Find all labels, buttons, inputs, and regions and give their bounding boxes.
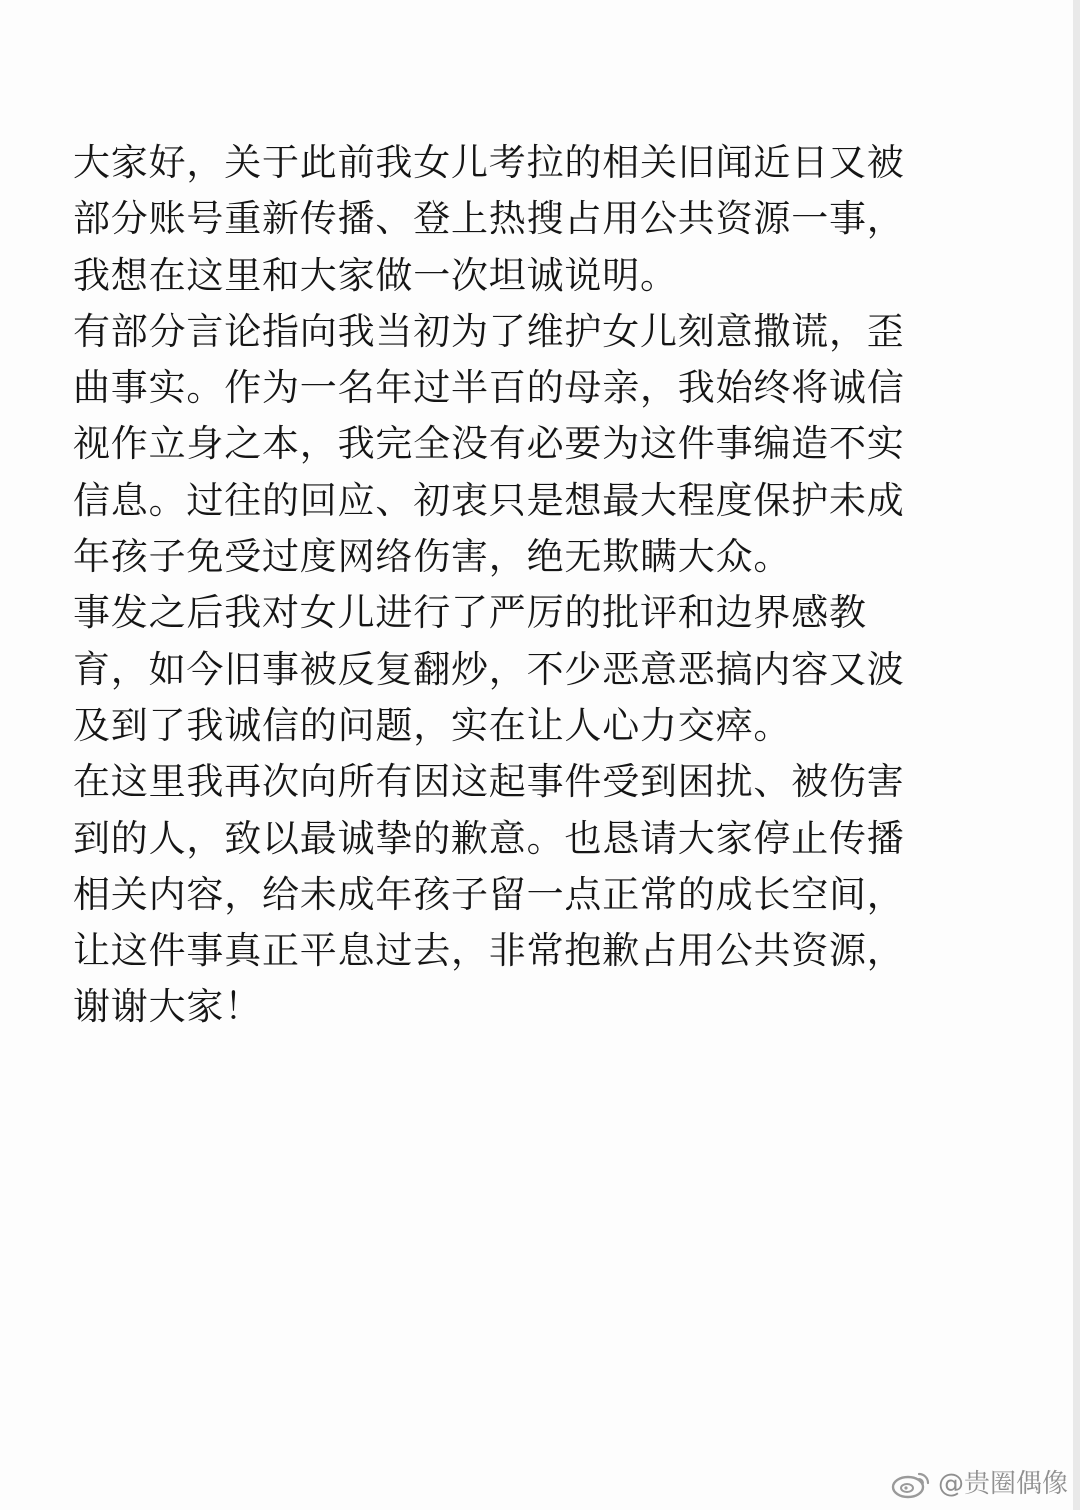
text-line: 曲事实。作为一名年过半百的母亲，我始终将诚信 [73,366,905,410]
weibo-icon [890,1469,932,1499]
watermark-text: @贵圈偶像 [937,1469,1068,1499]
text-line: 有部分言论指向我当初为了维护女儿刻意撒谎，歪 [73,309,905,353]
text-line: 相关内容，给未成年孩子留一点正常的成长空间， [73,872,905,916]
text-line: 到的人，致以最诚挚的歉意。也恳请大家停止传播 [73,816,905,860]
text-line: 年孩子免受过度网络伤害，绝无欺瞒大众。 [73,535,792,579]
text-line: 谢谢大家！ [73,985,262,1029]
statement-paragraph-4 [73,754,1003,1035]
text-line: 信息。过往的回应、初衷只是想最大程度保护未成 [73,478,905,522]
text-line: 事发之后我对女儿进行了严厉的批评和边界感教 [73,591,867,635]
text-line: 让这件事真正平息过去，非常抱歉占用公共资源， [73,929,905,973]
page-edge-shadow [1073,0,1080,1510]
statement-paragraph-2 [73,304,1003,585]
text-line: 视作立身之本，我完全没有必要为这件事编造不实 [73,422,905,466]
text-line: 及到了我诚信的问题，实在让人心力交瘁。 [73,703,792,747]
text-line: 大家好，关于此前我女儿考拉的相关旧闻近日又被 [73,141,905,184]
text-line: 部分账号重新传播、登上热搜占用公共资源一事， [73,197,905,241]
statement-paragraph-3 [73,585,1003,754]
text-line: 我想在这里和大家做一次坦诚说明。 [73,253,678,297]
text-line: 育，如今旧事被反复翻炒，不少恶意恶搞内容又波 [73,647,905,691]
text-line: 在这里我再次向所有因这起事件受到困扰、被伤害 [73,760,905,804]
statement-text [73,135,1003,1036]
weibo-watermark [890,1468,1068,1500]
statement-paragraph-1 [73,135,1003,304]
